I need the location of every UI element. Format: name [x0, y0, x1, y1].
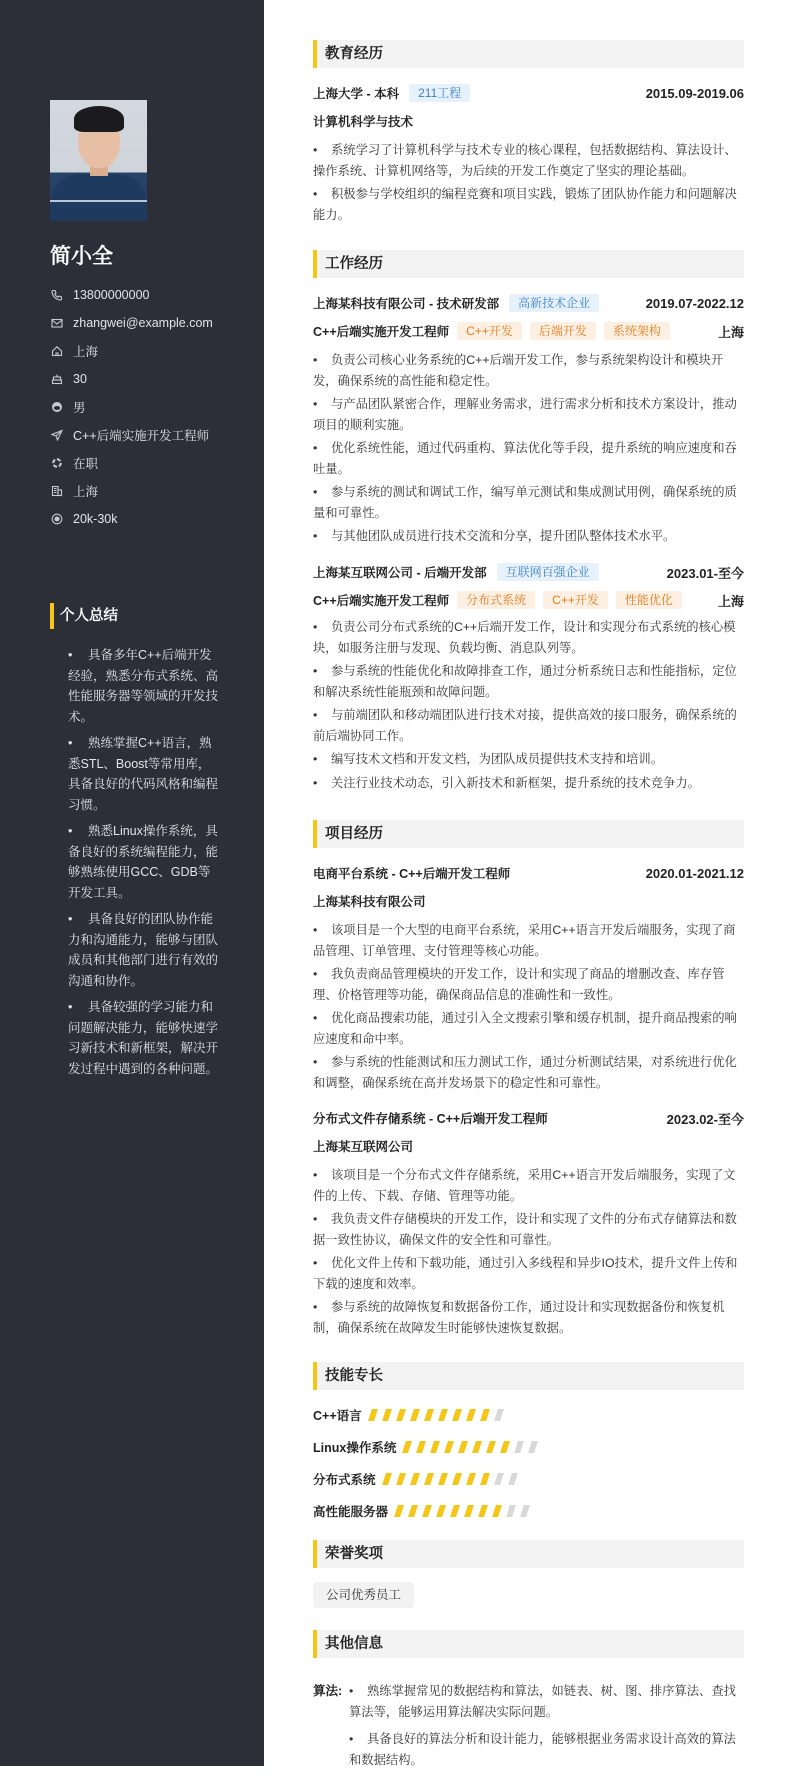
skill-bar-filled — [408, 1505, 418, 1517]
skill-bar-empty — [494, 1409, 504, 1421]
skill-row — [313, 1469, 524, 1489]
summary-item: • 具备较强的学习能力和问题解决能力，能够快速学习新技术和新框架，解决开发过程中遇到的各种问题。 — [68, 997, 218, 1079]
section-title-education: 教育经历 — [313, 40, 744, 68]
project-bullets — [313, 1165, 744, 1341]
project-name: 分布式文件存储系统 - C++后端开发工程师 — [313, 1112, 548, 1126]
list-item: • 优化系统性能，通过代码重构、算法优化等手段，提升系统的响应速度和吞吐量。 — [313, 438, 744, 479]
skill-name: 高性能服务器 — [313, 1505, 389, 1519]
list-item: • 负责公司核心业务系统的C++后端开发工作，参与系统架构设计和模块开发，确保系统的高性能和稳定性。 — [313, 350, 744, 391]
skill-bar-filled — [422, 1505, 432, 1517]
skill-bar-filled — [416, 1441, 426, 1453]
skill-bar-filled — [472, 1441, 482, 1453]
education-bullets — [313, 140, 744, 228]
info-city: 上海 — [50, 477, 213, 505]
building-icon — [50, 484, 64, 498]
education-major: 计算机科学与技术 — [313, 115, 414, 129]
sidebar — [0, 0, 264, 1766]
project-header — [313, 1108, 744, 1128]
info-gender: 男 — [50, 393, 213, 421]
skill-bar-filled — [466, 1409, 476, 1421]
summary-title: 个人总结 — [50, 603, 118, 629]
skill-level-bars — [384, 1473, 524, 1485]
skill-bar-filled — [450, 1505, 460, 1517]
skill-row — [313, 1437, 544, 1457]
skill-bar-filled — [466, 1473, 476, 1485]
skill-row — [313, 1405, 510, 1425]
list-item: • 与产品团队紧密合作，理解业务需求，进行需求分析和技术方案设计，推动项目的顺利实施。 — [313, 394, 744, 435]
job-role: C++后端实施开发工程师 — [313, 594, 450, 608]
skill-bar-filled — [464, 1505, 474, 1517]
skill-tag: C++开发 — [543, 591, 608, 609]
list-item: • 关注行业技术动态，引入新技术和新框架，提升系统的技术竞争力。 — [313, 773, 744, 794]
list-item: • 系统学习了计算机科学与技术专业的核心课程，包括数据结构、算法设计、操作系统、计算机网络等，为后续的开发工作奠定了坚实的理论基础。 — [313, 140, 744, 181]
education-period: 2015.09-2019.06 — [645, 85, 744, 101]
info-age: 30 — [50, 365, 213, 393]
job-role: C++后端实施开发工程师 — [313, 325, 450, 339]
skill-bar-filled — [424, 1473, 434, 1485]
skill-bar-empty — [514, 1441, 524, 1453]
job-company: 上海某科技有限公司 - 技术研发部 — [313, 297, 500, 311]
education-header — [313, 83, 744, 103]
project-name: 电商平台系统 - C++后端开发工程师 — [313, 867, 511, 881]
job-bullets — [313, 617, 744, 796]
list-item: • 参与系统的性能优化和故障排查工作，通过分析系统日志和性能指标，定位和解决系统性能瓶颈和故障问题。 — [313, 661, 744, 702]
section-title-skills: 技能专长 — [313, 1362, 744, 1390]
skill-level-bars — [370, 1409, 510, 1421]
info-status: 在职 — [50, 449, 213, 477]
honor-badge: 公司优秀员工 — [313, 1582, 414, 1608]
list-item: • 参与系统的性能测试和压力测试工作，通过分析测试结果，对系统进行优化和调整，确保系统在高并发场景下的稳定性和可靠性。 — [313, 1052, 744, 1093]
project-period: 2023.02-至今 — [666, 1111, 744, 1127]
project-header — [313, 863, 744, 883]
skill-bar-empty — [520, 1505, 530, 1517]
company-tag: 互联网百强企业 — [497, 563, 599, 581]
skill-bar-filled — [452, 1409, 462, 1421]
skill-row — [313, 1501, 536, 1521]
section-title-honors: 荣誉奖项 — [313, 1540, 744, 1568]
project-company: 上海某互联网公司 — [313, 1140, 414, 1154]
project-company: 上海某科技有限公司 — [313, 895, 426, 909]
skill-bar-filled — [480, 1473, 490, 1485]
skill-bar-filled — [492, 1505, 502, 1517]
job-period: 2023.01-至今 — [666, 565, 744, 581]
skill-bar-filled — [396, 1409, 406, 1421]
info-location: 上海 — [50, 337, 213, 365]
skill-bar-filled — [402, 1441, 412, 1453]
age-icon — [50, 372, 64, 386]
skill-bar-filled — [424, 1409, 434, 1421]
skill-bar-filled — [458, 1441, 468, 1453]
skill-bar-filled — [500, 1441, 510, 1453]
job-role-row — [313, 321, 744, 341]
job-period: 2019.07-2022.12 — [645, 295, 744, 311]
skill-bar-filled — [452, 1473, 462, 1485]
skill-bar-filled — [438, 1409, 448, 1421]
home-icon — [50, 344, 64, 358]
list-item: • 编写技术文档和开发文档，为团队成员提供技术支持和培训。 — [313, 749, 744, 770]
summary-item: • 熟悉Linux操作系统，具备良好的系统编程能力，能够熟练使用GCC、GDB等开发工具。 — [68, 821, 218, 903]
info-phone: 13800000000 — [50, 281, 213, 309]
skill-tag: C++开发 — [457, 322, 522, 340]
list-item: • 参与系统的故障恢复和数据备份工作，通过设计和实现数据备份和恢复机制，确保系统在故障发生时能够快速恢复数据。 — [313, 1297, 744, 1338]
list-item: • 负责公司分布式系统的C++后端开发工作，设计和实现分布式系统的核心模块，如服务注册与发现、负载均衡、消息队列等。 — [313, 617, 744, 658]
skill-tag: 系统架构 — [604, 322, 670, 340]
list-item: • 具备良好的算法分析和设计能力，能够根据业务需求设计高效的算法和数据结构。 — [349, 1729, 744, 1770]
skill-bar-filled — [368, 1409, 378, 1421]
skill-level-bars — [396, 1505, 536, 1517]
paper-plane-icon — [50, 428, 64, 442]
list-item: • 积极参与学校组织的编程竞赛和项目实践，锻炼了团队协作能力和问题解决能力。 — [313, 184, 744, 225]
summary-item: • 具备多年C++后端开发经验，熟悉分布式系统、高性能服务器等领域的开发技术。 — [68, 645, 218, 727]
skill-bar-empty — [508, 1473, 518, 1485]
list-item: • 与其他团队成员进行技术交流和分享，提升团队整体技术水平。 — [313, 526, 744, 547]
avatar-photo — [50, 100, 147, 221]
list-item: • 该项目是一个分布式文件存储系统，采用C++语言开发后端服务，实现了文件的上传、下载、存储、管理等功能。 — [313, 1165, 744, 1206]
mail-icon — [50, 316, 64, 330]
skill-bar-empty — [506, 1505, 516, 1517]
job-header — [313, 562, 744, 582]
list-item: • 我负责商品管理模块的开发工作，设计和实现了商品的增删改查、库存管理、价格管理等功能，确保商品信息的准确性和一致性。 — [313, 964, 744, 1005]
job-company: 上海某互联网公司 - 后端开发部 — [313, 566, 487, 580]
skill-bar-filled — [394, 1505, 404, 1517]
job-bullets — [313, 350, 744, 550]
skill-tag: 性能优化 — [616, 591, 682, 609]
status-icon — [50, 456, 64, 470]
list-item: • 优化文件上传和下载功能，通过引入多线程和异步IO技术，提升文件上传和下载的速度和效率。 — [313, 1253, 744, 1294]
skill-bar-empty — [528, 1441, 538, 1453]
skill-bar-filled — [438, 1473, 448, 1485]
skill-bar-filled — [486, 1441, 496, 1453]
list-item: • 与前端团队和移动端团队进行技术对接，提供高效的接口服务，确保系统的前后端协同工作。 — [313, 705, 744, 746]
summary-list — [68, 645, 218, 1085]
section-title-other: 其他信息 — [313, 1630, 744, 1658]
skill-bar-filled — [410, 1473, 420, 1485]
contact-info-list — [50, 281, 213, 533]
skill-name: 分布式系统 — [313, 1473, 376, 1487]
skill-bar-filled — [436, 1505, 446, 1517]
skill-bar-filled — [382, 1473, 392, 1485]
info-position: C++后端实施开发工程师 — [50, 421, 213, 449]
company-tag: 高新技术企业 — [509, 294, 599, 312]
skill-bar-filled — [444, 1441, 454, 1453]
job-location: 上海 — [717, 593, 744, 609]
skill-bar-empty — [494, 1473, 504, 1485]
list-item: • 我负责文件存储模块的开发工作，设计和实现了文件的分布式存储算法和数据一致性协议，确保文件的安全性和可靠性。 — [313, 1209, 744, 1250]
section-title-projects: 项目经历 — [313, 820, 744, 848]
list-item: • 参与系统的测试和调试工作，编写单元测试和集成测试用例，确保系统的质量和可靠性。 — [313, 482, 744, 523]
skill-bar-filled — [410, 1409, 420, 1421]
skill-name: Linux操作系统 — [313, 1441, 397, 1455]
skill-bar-filled — [396, 1473, 406, 1485]
phone-icon — [50, 288, 64, 302]
other-label: 算法: — [313, 1684, 343, 1698]
skill-tag: 后端开发 — [530, 322, 596, 340]
section-title-work: 工作经历 — [313, 250, 744, 278]
job-role-row — [313, 590, 744, 610]
school-tag: 211工程 — [409, 84, 470, 102]
gender-icon — [50, 400, 64, 414]
project-bullets — [313, 920, 744, 1096]
skill-bar-filled — [478, 1505, 488, 1517]
project-period: 2020.01-2021.12 — [645, 865, 744, 881]
job-location: 上海 — [717, 324, 744, 340]
skill-bar-filled — [430, 1441, 440, 1453]
list-item: • 熟练掌握常见的数据结构和算法，如链表、树、图、排序算法、查找算法等，能够运用算法解决实际问题。 — [349, 1681, 744, 1722]
skill-tag: 分布式系统 — [457, 591, 535, 609]
candidate-name: 简小全 — [50, 245, 113, 268]
school-name: 上海大学 - 本科 — [313, 87, 400, 101]
summary-item: • 熟练掌握C++语言，熟悉STL、Boost等常用库，具备良好的代码风格和编程习惯。 — [68, 733, 218, 815]
list-item: • 优化商品搜索功能，通过引入全文搜索引擎和缓存机制，提升商品搜索的响应速度和命中率。 — [313, 1008, 744, 1049]
list-item: • 该项目是一个大型的电商平台系统，采用C++语言开发后端服务，实现了商品管理、订单管理、支付管理等核心功能。 — [313, 920, 744, 961]
job-header — [313, 293, 744, 313]
skill-bar-filled — [382, 1409, 392, 1421]
skill-bar-filled — [480, 1409, 490, 1421]
salary-icon — [50, 512, 64, 526]
info-salary: 20k-30k — [50, 505, 213, 533]
other-bullets — [349, 1681, 744, 1777]
skill-level-bars — [404, 1441, 544, 1453]
summary-item: • 具备良好的团队协作能力和沟通能力，能够与团队成员和其他部门进行有效的沟通和协作。 — [68, 909, 218, 991]
skill-name: C++语言 — [313, 1409, 362, 1423]
info-email: zhangwei@example.com — [50, 309, 213, 337]
